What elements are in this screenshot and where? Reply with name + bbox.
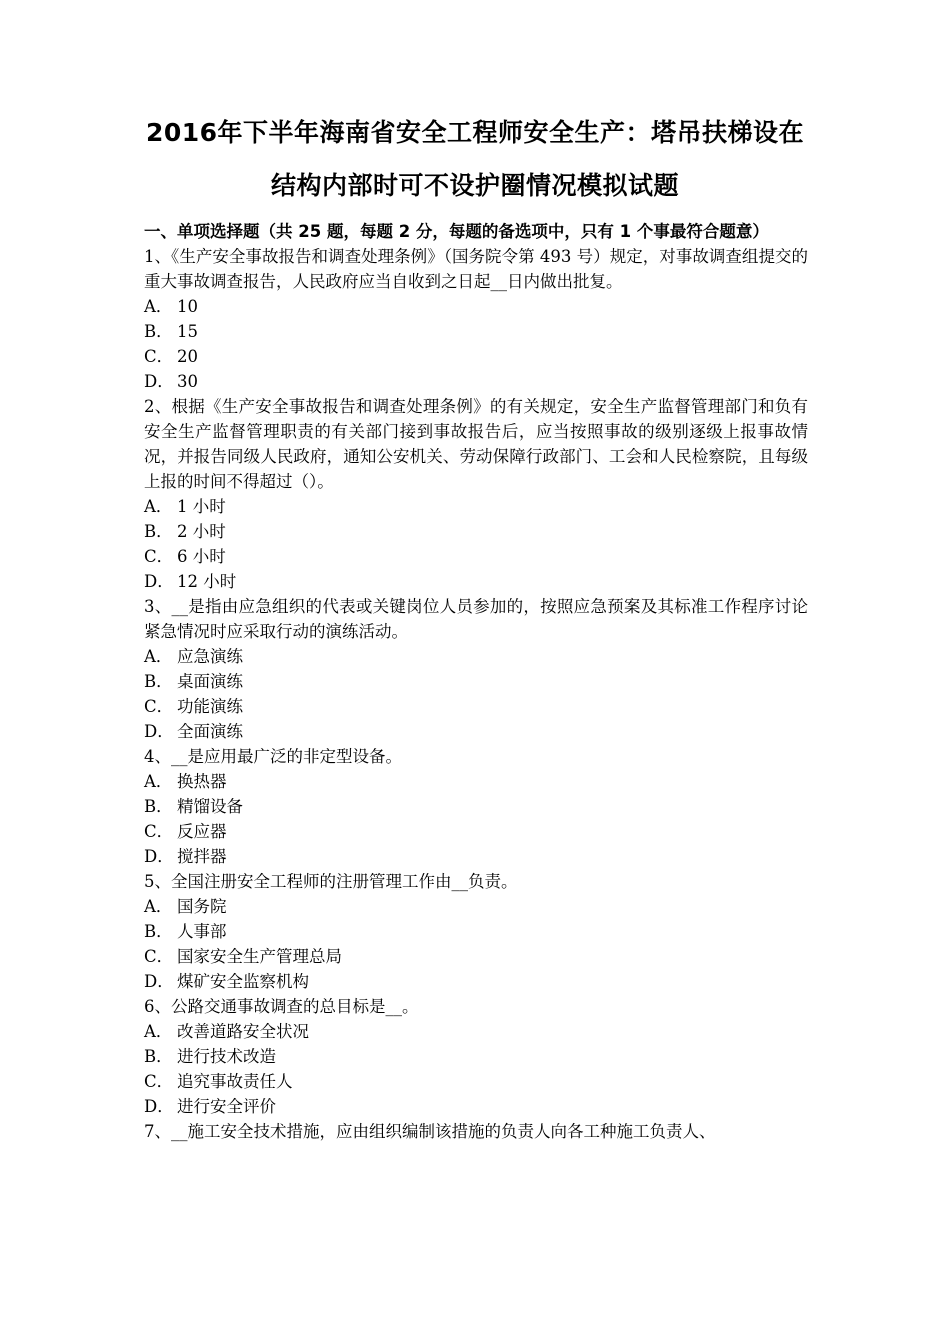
option-letter: B． <box>144 797 173 816</box>
answer-option <box>144 719 808 744</box>
answer-option <box>144 1069 808 1094</box>
answer-option <box>144 494 808 519</box>
option-letter: C． <box>144 547 174 566</box>
answer-option <box>144 569 808 594</box>
option-letter: D． <box>144 1097 174 1116</box>
answer-option <box>144 919 808 944</box>
document-title-line-1: 2016年下半年海南省安全工程师安全生产：塔吊扶梯设在 <box>145 118 805 147</box>
option-text: 12 小时 <box>177 572 237 591</box>
option-text: 进行技术改造 <box>177 1047 276 1066</box>
option-text: 搅拌器 <box>177 847 227 866</box>
option-letter: D． <box>144 572 174 591</box>
option-text: 反应器 <box>177 822 227 841</box>
answer-option <box>144 344 808 369</box>
question-text: 6、公路交通事故调查的总目标是__。 <box>144 997 419 1016</box>
option-letter: A． <box>144 647 173 666</box>
option-text: 6 小时 <box>177 547 226 566</box>
option-letter: C． <box>144 947 174 966</box>
option-letter: C． <box>144 1072 174 1091</box>
option-text: 国务院 <box>177 897 227 916</box>
option-letter: D． <box>144 847 174 866</box>
option-letter: B． <box>144 672 173 691</box>
question-text: 1、《生产安全事故报告和调查处理条例》（国务院令第 493 号）规定，对事故调查组提交的重大事故调查报告，人民政府应当自收到之日起__日内做出批复。 <box>144 247 808 291</box>
option-text: 10 <box>177 297 198 316</box>
option-text: 桌面演练 <box>177 672 243 691</box>
option-text: 15 <box>177 322 198 341</box>
answer-option <box>144 1094 808 1119</box>
option-letter: D． <box>144 722 174 741</box>
option-text: 30 <box>177 372 198 391</box>
answer-option <box>144 969 808 994</box>
answer-option <box>144 1019 808 1044</box>
answer-option <box>144 794 808 819</box>
option-text: 国家安全生产管理总局 <box>177 947 342 966</box>
option-text: 改善道路安全状况 <box>177 1022 309 1041</box>
option-letter: C． <box>144 822 174 841</box>
option-text: 20 <box>177 347 198 366</box>
answer-option <box>144 694 808 719</box>
option-text: 2 小时 <box>177 522 226 541</box>
option-text: 换热器 <box>177 772 227 791</box>
answer-option <box>144 644 808 669</box>
option-text: 精馏设备 <box>177 797 243 816</box>
option-letter: C． <box>144 347 174 366</box>
section-heading: 一、单项选择题（共 25 题，每题 2 分，每题的备选项中，只有 1 个事最符合题意） <box>144 222 769 241</box>
question-text: 5、全国注册安全工程师的注册管理工作由__负责。 <box>144 872 518 891</box>
option-letter: B． <box>144 922 173 941</box>
question-text: 2、根据《生产安全事故报告和调查处理条例》的有关规定，安全生产监督管理部门和负有安全生产监督管理职责的有关部门接到事故报告后，应当按照事故的级别逐级上报事故情况，并报告同级人民政府，通知公安机关、劳动保障行政部门、工会和人民检察院，且每级上报的时间不得超过（）。 <box>144 397 808 491</box>
option-letter: A． <box>144 772 173 791</box>
answer-option <box>144 544 808 569</box>
answer-option <box>144 894 808 919</box>
option-text: 全面演练 <box>177 722 243 741</box>
answer-option <box>144 944 808 969</box>
answer-option <box>144 294 808 319</box>
option-text: 进行安全评价 <box>177 1097 276 1116</box>
option-letter: D． <box>144 972 174 991</box>
answer-option <box>144 819 808 844</box>
option-text: 煤矿安全监察机构 <box>177 972 309 991</box>
option-letter: A． <box>144 897 173 916</box>
option-letter: C． <box>144 697 174 716</box>
question-text: 3、__是指由应急组织的代表或关键岗位人员参加的，按照应急预案及其标准工作程序讨论紧急情况时应采取行动的演练活动。 <box>144 597 808 641</box>
option-text: 功能演练 <box>177 697 243 716</box>
answer-option <box>144 844 808 869</box>
document-title-line-2: 结构内部时可不设护圈情况模拟试题 <box>270 171 679 200</box>
option-letter: B． <box>144 522 173 541</box>
option-letter: B． <box>144 322 173 341</box>
answer-option <box>144 769 808 794</box>
answer-option <box>144 519 808 544</box>
document-body <box>144 219 808 1144</box>
option-letter: A． <box>144 297 173 316</box>
option-letter: A． <box>144 1022 173 1041</box>
question-text: 7、__施工安全技术措施，应由组织编制该措施的负责人向各工种施工负责人、 <box>144 1122 716 1141</box>
answer-option <box>144 319 808 344</box>
question-text: 4、__是应用最广泛的非定型设备。 <box>144 747 402 766</box>
answer-option <box>144 369 808 394</box>
answer-option <box>144 669 808 694</box>
option-letter: B． <box>144 1047 173 1066</box>
option-letter: A． <box>144 497 173 516</box>
option-text: 1 小时 <box>177 497 226 516</box>
option-text: 应急演练 <box>177 647 243 666</box>
option-text: 人事部 <box>177 922 227 941</box>
option-letter: D． <box>144 372 174 391</box>
option-text: 追究事故责任人 <box>177 1072 293 1091</box>
answer-option <box>144 1044 808 1069</box>
